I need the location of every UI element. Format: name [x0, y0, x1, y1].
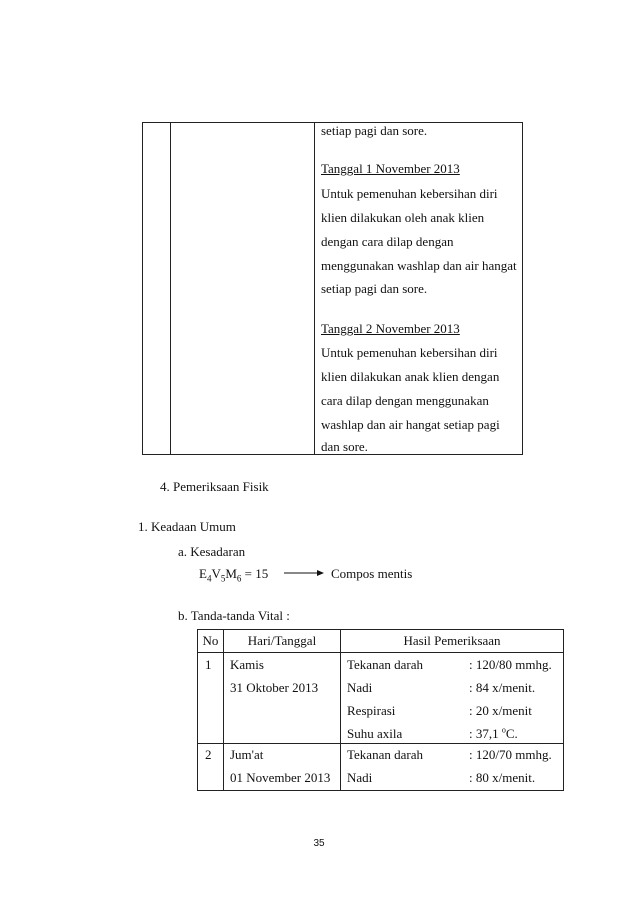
- vital-value: : 84 x/menit.: [469, 680, 536, 695]
- note-date-heading: Tanggal 2 November 2013: [321, 321, 460, 336]
- vital-value: : 80 x/menit.: [469, 770, 536, 785]
- right-arrow-icon: [284, 568, 324, 578]
- subsection-heading-general-condition: 1. Keadaan Umum: [138, 519, 236, 534]
- vital-label: Respirasi: [347, 703, 396, 718]
- row-day: Jum'at: [230, 747, 264, 762]
- note-line: dengan cara dilap dengan: [321, 234, 454, 249]
- note-line: Untuk pemenuhan kebersihan diri: [321, 345, 498, 360]
- note-line: setiap pagi dan sore.: [321, 281, 428, 296]
- table-column-divider: [223, 630, 224, 790]
- row-number: 2: [205, 747, 212, 762]
- row-date: 01 November 2013: [230, 770, 331, 785]
- table-row-divider: [198, 652, 563, 653]
- vital-value-temperature: : 37,1 $^o$C.: [469, 725, 518, 741]
- consciousness-heading: a. Kesadaran: [178, 544, 246, 559]
- header-no: No: [202, 633, 219, 648]
- vital-value: : 20 x/menit: [469, 703, 532, 718]
- vital-signs-heading: b. Tanda-tanda Vital :: [178, 608, 290, 623]
- table-column-divider: [314, 123, 315, 454]
- note-line: menggunakan washlap dan air hangat: [321, 258, 517, 273]
- nursing-notes-table: [142, 122, 523, 455]
- vital-value: : 120/70 mmhg.: [469, 747, 552, 762]
- page-number: 35: [313, 838, 325, 849]
- note-line: klien dilakukan oleh anak klien: [321, 210, 485, 225]
- row-date: 31 Oktober 2013: [230, 680, 319, 695]
- note-date-heading: Tanggal 1 November 2013: [321, 161, 460, 176]
- header-date: Hari/Tanggal: [247, 633, 317, 648]
- gcs-score: $E_4V_5M_6 = 15$: [199, 566, 269, 584]
- note-line: dan sore.: [321, 439, 368, 454]
- note-line: cara dilap dengan menggunakan: [321, 393, 489, 408]
- vital-label: Nadi: [347, 680, 373, 695]
- header-result: Hasil Pemeriksaan: [403, 633, 501, 648]
- note-line: klien dilakukan anak klien dengan: [321, 369, 500, 384]
- consciousness-result: Compos mentis: [331, 566, 413, 581]
- row-day: Kamis: [230, 657, 264, 672]
- note-line: setiap pagi dan sore.: [321, 123, 428, 138]
- vital-label: Tekanan darah: [347, 747, 423, 762]
- row-number: 1: [205, 657, 212, 672]
- section-heading-physical-exam: 4. Pemeriksaan Fisik: [160, 479, 269, 494]
- table-row-divider: [198, 743, 563, 744]
- vital-value: : 120/80 mmhg.: [469, 657, 552, 672]
- vital-signs-table: [197, 629, 564, 791]
- vital-label: Tekanan darah: [347, 657, 423, 672]
- note-line: Untuk pemenuhan kebersihan diri: [321, 186, 498, 201]
- table-column-divider: [340, 630, 341, 790]
- vital-label: Suhu axila: [347, 726, 403, 741]
- table-column-divider: [170, 123, 171, 454]
- note-line: washlap dan air hangat setiap pagi: [321, 417, 500, 432]
- vital-label: Nadi: [347, 770, 373, 785]
